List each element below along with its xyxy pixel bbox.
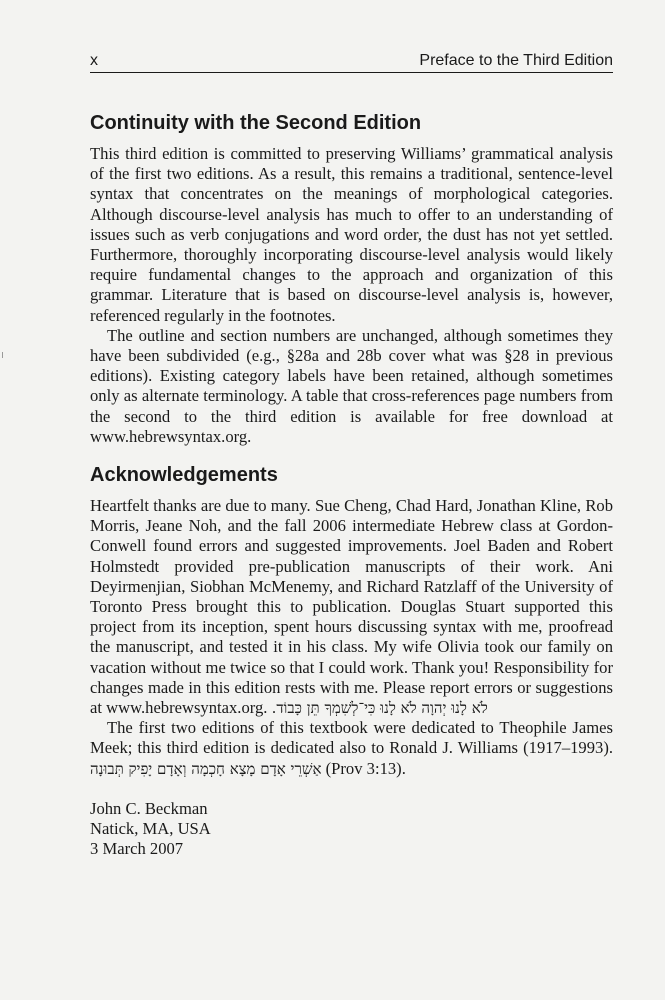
signature-date: 3 March 2007 [90, 839, 184, 859]
page-body [90, 110, 613, 860]
acknowledgements-paragraph-1 [90, 496, 613, 718]
running-header [90, 52, 613, 73]
hebrew-quote-proverbs: אַשְׁרֵי אָדָם מָצָא חָכְמָה וְאָדָם יָפִיק תְּבוּנָה [90, 759, 322, 778]
section-heading-acknowledgements: Acknowledgements [90, 464, 278, 487]
signature-block [90, 799, 613, 860]
section-heading-continuity: Continuity with the Second Edition [90, 112, 422, 134]
acknowledgements-text: Heartfelt thanks are due to many. Sue Cheng, Chad Hard, Jonathan Kline, Rob Morris, Jeane Noh, and the fall 2006 intermediate Hebrew class at Gordon-Conwell found errors and suggested improvements. Joel Baden and Robert Holmstedt provided pre-publication manuscripts of their work. Ani Deyirmenjian, Siobhan McMenemy, and Richard Ratzlaff of the University of Toronto Press brought this to publication. Douglas Stuart supported this project from its inception, spent hours discussing syntax with me, proofread the manuscript, and tested it in his class. My wife Olivia took our family on vacation without me twice so that I could work. Thank you! Responsibility for changes made in this edition rests with me. Please report errors or suggestions at www.hebrewsyntax.org. [90, 496, 613, 718]
continuity-paragraph-2: The outline and section numbers are unchanged, although sometimes they have been subdivided (e.g., §28a and 28b cover what was §28 in previous editions). Existing category labels have been retained, although sometimes only as alternate terminology. A table that cross-references page numbers from the second to the third edition is available for free download at www.hebrewsyntax.org. [90, 325, 613, 446]
scan-artifact [2, 352, 3, 358]
signature-name: John C. Beckman [90, 798, 208, 818]
proverbs-reference: (Prov 3:13). [325, 758, 406, 778]
dedication-text: The first two editions of this textbook were dedicated to Theophile James Meek; this third edition is dedicated also to Ronald J. Williams (1917–1993). [90, 718, 613, 758]
running-title: Preface to the Third Edition [419, 52, 613, 69]
continuity-paragraph-1: This third edition is committed to preserving Williams’ grammatical analysis of the first two editions. As a result, this remains a traditional, sentence-level syntax that concentrates on the meanings of morphological categories. Although discourse-level analysis has much to offer to an understanding of issues such as verb conjugations and word order, the dust has not yet settled. Furthermore, thoroughly incorporating discourse-level analysis would likely require fundamental changes to the approach and organization of this grammar. Literature that is based on discourse-level analysis is, however, referenced regularly in the footnotes. [90, 144, 613, 325]
dedication-paragraph [90, 718, 613, 779]
signature-place: Natick, MA, USA [90, 819, 211, 839]
page-number: x [90, 52, 98, 69]
hebrew-quote-psalm: לֹא לָנוּ יְהוָה לֹא לָנוּ כִּי־לְשִׁמְךָ תֵּן כָּבוֹד. [271, 699, 488, 718]
